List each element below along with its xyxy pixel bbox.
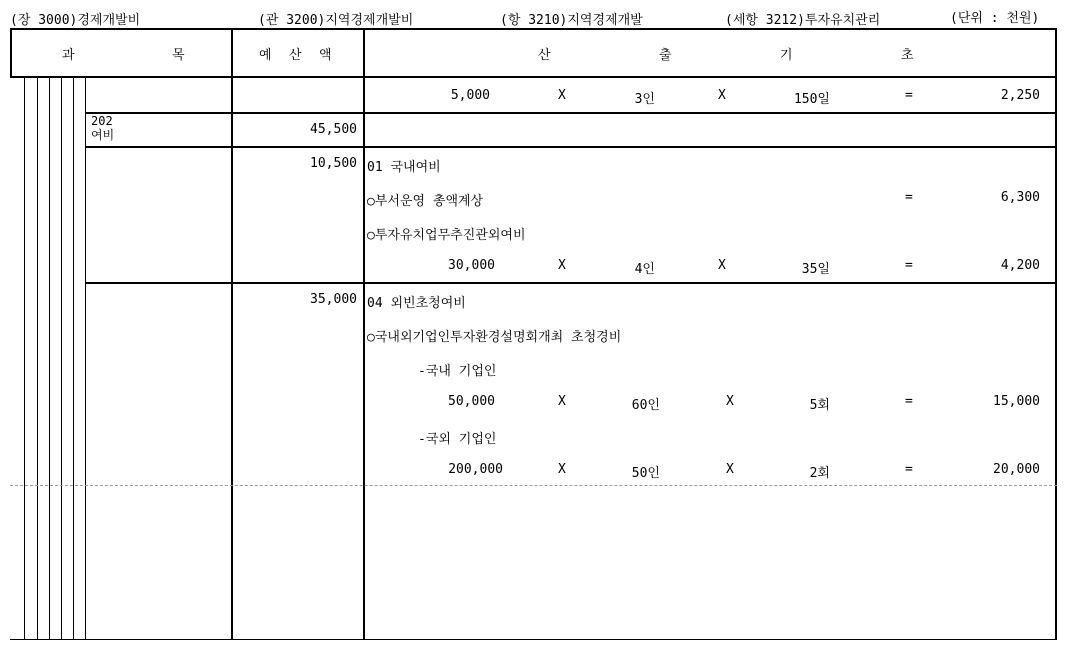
page-continuation-line	[10, 485, 1057, 486]
header-basis-1: 산	[538, 48, 551, 63]
sec1-line2: ○투자유치업무추진관외여비	[367, 228, 526, 243]
multiply-sign: X	[718, 258, 726, 273]
table-top-border	[10, 28, 1057, 30]
calc-unit-price: 5,000	[450, 88, 490, 103]
tree-line-3	[49, 78, 50, 640]
hang-label: (항 3210)지역경제개발	[500, 13, 643, 28]
header-gwa: 과	[62, 48, 75, 63]
jang-label: (장 3000)경제개발비	[10, 13, 141, 28]
unit-label: (단위 : 천원)	[950, 11, 1040, 26]
sec1-title: 01 국내여비	[367, 160, 441, 175]
calc-unit-price: 30,000	[448, 258, 495, 273]
table-right-border	[1055, 28, 1057, 640]
calc-total: 2,250	[1000, 88, 1040, 103]
item-amount: 45,500	[310, 122, 357, 137]
tree-line-4	[61, 78, 62, 640]
multiply-sign: X	[558, 462, 566, 477]
tree-line-6	[85, 78, 86, 640]
tree-line-1	[24, 78, 25, 640]
equals-sign: =	[905, 394, 913, 409]
multiply-sign: X	[726, 394, 734, 409]
sec2-sub2: -국외 기업인	[418, 432, 497, 447]
equals-sign: =	[905, 88, 913, 103]
col-sep-budget	[231, 28, 233, 640]
table-bottom-border	[10, 639, 1057, 640]
calc-days: 150일	[793, 92, 830, 107]
sec2-amount: 35,000	[310, 292, 357, 307]
gwan-label: (관 3200)지역경제개발비	[258, 13, 414, 28]
col-sep-basis	[363, 28, 365, 640]
calc-total: 4,200	[1000, 258, 1040, 273]
equals-sign: =	[905, 258, 913, 273]
item-name: 여비	[91, 128, 115, 142]
calc-unit-price: 200,000	[448, 462, 503, 477]
header-budget-2: 산	[289, 48, 302, 63]
sec1-amount: 10,500	[310, 156, 357, 171]
item-code: 202	[91, 114, 113, 128]
multiply-sign: X	[726, 462, 734, 477]
header-budget-3: 액	[319, 48, 332, 63]
sec1-line1-total: 6,300	[1000, 190, 1040, 205]
multiply-sign: X	[558, 88, 566, 103]
row-sep-1	[85, 112, 1057, 114]
header-basis-2: 출	[659, 48, 672, 63]
header-bottom-border	[10, 76, 1057, 78]
tree-line-2	[37, 78, 38, 640]
calc-persons: 60인	[631, 398, 660, 413]
equals-sign: =	[905, 462, 913, 477]
calc-persons: 50인	[631, 466, 660, 481]
sehang-label: (세항 3212)투자유치관리	[725, 13, 881, 28]
sec2-line1: ○국내외기업인투자환경설명회개최 초청경비	[367, 330, 622, 345]
row-sep-2	[85, 146, 1057, 148]
calc-persons: 3인	[634, 92, 655, 107]
table-left-border	[10, 28, 12, 78]
multiply-sign: X	[718, 88, 726, 103]
calc-unit-price: 50,000	[448, 394, 495, 409]
multiply-sign: X	[558, 394, 566, 409]
sec2-sub1: -국내 기업인	[418, 364, 497, 379]
tree-line-5	[73, 78, 74, 640]
sec2-title: 04 외빈초청여비	[367, 296, 466, 311]
header-budget-1: 예	[259, 48, 272, 63]
header-basis-4: 초	[901, 48, 914, 63]
header-mok: 목	[172, 48, 185, 63]
calc-total: 20,000	[993, 462, 1040, 477]
multiply-sign: X	[558, 258, 566, 273]
calc-times: 5회	[809, 398, 830, 413]
calc-persons: 4인	[634, 262, 655, 277]
equals-sign: =	[905, 190, 913, 205]
sec1-line1: ○부서운영 총액계상	[367, 194, 484, 209]
calc-total: 15,000	[993, 394, 1040, 409]
calc-times: 2회	[809, 466, 830, 481]
header-basis-3: 기	[780, 48, 793, 63]
row-sep-3	[85, 282, 1057, 284]
calc-days: 35일	[801, 262, 830, 277]
